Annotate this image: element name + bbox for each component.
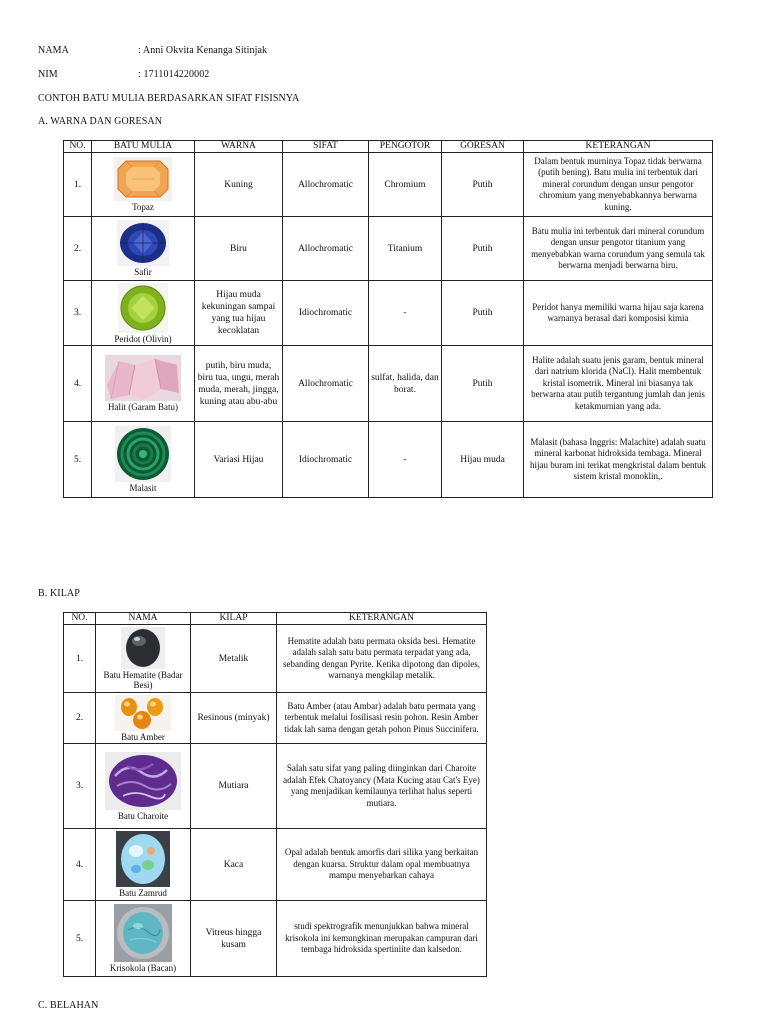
keterangan-cell: Dalam bentuk murninya Topaz tidak berwarna (putih bening). Batu mulia ini terbentuk dari mineral corundum dengan unsur pengotor chromium yang menyebabkannya berwarna kuning. [524, 153, 713, 217]
keterangan-cell: studi spektrografik menunjukkan bahwa mineral krisokola ini kemungkinan merupakan campuran dari tembaga hidroksida spertiniite dan kalsedon. [277, 901, 487, 977]
stone-name: Batu Hematite (Badar Besi) [103, 670, 183, 690]
hematite-stone-icon [121, 627, 165, 669]
kilap-cell: Vitreus hingga kusam [191, 901, 277, 977]
col-header-keterangan: KETERANGAN [524, 141, 713, 153]
pengotor-cell: Titanium [369, 217, 442, 281]
stone-cell [96, 693, 191, 744]
sifat-cell: Allochromatic [283, 217, 369, 281]
malachite-stone-icon [115, 426, 171, 482]
sapphire-gem-icon [117, 220, 169, 266]
goresan-cell: Putih [442, 281, 524, 346]
table-kilap [63, 612, 487, 977]
table-row [64, 422, 713, 498]
keterangan-cell: Malasit (bahasa Inggris: Malachite) adalah suatu mineral karbonat hidroksida tembaga. Mineral hijau buram ini terikat mengkristal dalam bentuk sistem kristal monoklin,. [524, 422, 713, 498]
row-number: 2. [64, 217, 92, 281]
stone-name: Halit (Garam Batu) [108, 402, 178, 412]
keterangan-cell: Salah satu sifat yang paling diinginkan dari Charoite adalah Efek Chatoyancy (Mata Kucing atau Cat's Eye) yang menjadikan kemilaunya terlihat halus seperti mutiara. [277, 744, 487, 829]
keterangan-cell: Batu Amber (atau Ambar) adalah batu permata yang terbentuk melalui fosilisasi resin pohon. Resin Amber tidak lah sama dengan getah pohon Pinus Succinifera. [277, 693, 487, 744]
stone-name: Batu Amber [121, 731, 165, 742]
goresan-cell: Hijau muda [442, 422, 524, 498]
col-header-kilap: KILAP [191, 613, 277, 625]
col-header-nama: NAMA [96, 613, 191, 625]
col-header-pengotor: PENGOTOR [369, 141, 442, 153]
warna-cell: Variasi Hijau [195, 422, 283, 498]
table-row [64, 346, 713, 422]
row-number: 5. [64, 422, 92, 498]
col-header-goresan: GORESAN [442, 141, 524, 153]
table-row [64, 153, 713, 217]
topaz-gem-icon [114, 157, 172, 201]
stone-name: Batu Zamrud [119, 888, 167, 898]
charoite-stone-icon [105, 752, 181, 810]
col-header-no: NO. [64, 141, 92, 153]
stone-name: Peridot (Olivin) [114, 333, 172, 344]
chrysocolla-stone-icon [114, 904, 172, 962]
section-b-heading: B. KILAP [38, 588, 80, 599]
stone-name: Safir [134, 267, 152, 277]
warna-cell: putih, biru muda, biru tua, ungu, merah muda, merah, jingga, kuning atau abu-abu [195, 346, 283, 422]
table-row [64, 901, 487, 977]
nim-value: : 1711014220002 [138, 69, 210, 80]
stone-cell [96, 901, 191, 977]
amber-stone-icon [115, 695, 171, 731]
stone-cell [92, 281, 195, 346]
stone-cell [96, 625, 191, 693]
goresan-cell: Putih [442, 153, 524, 217]
warna-cell: Kuning [195, 153, 283, 217]
table-row [64, 217, 713, 281]
sifat-cell: Allochromatic [283, 346, 369, 422]
row-number: 3. [64, 744, 96, 829]
row-number: 4. [64, 346, 92, 422]
keterangan-cell: Peridot hanya memiliki warna hijau saja karena warnanya berasal dari komposisi kimia [524, 281, 713, 346]
opal-stone-icon [116, 831, 170, 887]
peridot-gem-icon [118, 283, 168, 333]
col-header-warna: WARNA [195, 141, 283, 153]
stone-cell [92, 346, 195, 422]
table-row [64, 744, 487, 829]
row-number: 2. [64, 693, 96, 744]
table-row [64, 693, 487, 744]
kilap-cell: Mutiara [191, 744, 277, 829]
table-b-header-row [64, 613, 487, 625]
row-number: 4. [64, 829, 96, 901]
section-c-heading: C. BELAHAN [38, 1000, 99, 1011]
pengotor-cell: Chromium [369, 153, 442, 217]
table-warna-goresan [63, 140, 713, 498]
keterangan-cell: Hematite adalah batu permata oksida besi. Hematite adalah salah satu batu permata terpadat yang ada, sebanding dengan Pyrite. Ketika dipotong dan dipoles, warnanya mengkilap metalik. [277, 625, 487, 693]
document-title: CONTOH BATU MULIA BERDASARKAN SIFAT FISISNYA [38, 93, 300, 104]
keterangan-cell: Batu mulia ini terbentuk dari mineral corundum dengan unsur pengotor titanium yang menyebabkan warna corundum yang semula tak berwarna menjadi berwarna biru. [524, 217, 713, 281]
col-header-batu-mulia: BATU MULIA [92, 141, 195, 153]
goresan-cell: Putih [442, 346, 524, 422]
col-header-no: NO. [64, 613, 96, 625]
stone-cell [92, 153, 195, 217]
stone-cell [92, 422, 195, 498]
pengotor-cell: - [369, 281, 442, 346]
warna-cell: Biru [195, 217, 283, 281]
sifat-cell: Idiochromatic [283, 422, 369, 498]
stone-name: Topaz [132, 202, 154, 212]
table-row [64, 829, 487, 901]
goresan-cell: Putih [442, 217, 524, 281]
nama-label: NAMA [38, 45, 69, 56]
kilap-cell: Kaca [191, 829, 277, 901]
col-header-keterangan: KETERANGAN [277, 613, 487, 625]
sifat-cell: Idiochromatic [283, 281, 369, 346]
table-row [64, 281, 713, 346]
stone-name: Batu Charoite [117, 810, 169, 821]
row-number: 5. [64, 901, 96, 977]
kilap-cell: Resinous (minyak) [191, 693, 277, 744]
section-a-heading: A. WARNA DAN GORESAN [38, 116, 163, 127]
nama-value: : Anni Okvita Kenanga Sitinjak [138, 45, 268, 56]
nim-label: NIM [38, 69, 58, 80]
keterangan-cell: Opal adalah bentuk amorfis dari silika yang berkaitan dengan kuarsa. Struktur dalam opal membuatnya mampu menyebarkan cahaya [277, 829, 487, 901]
sifat-cell: Allochromatic [283, 153, 369, 217]
stone-cell [96, 744, 191, 829]
table-a-header-row [64, 141, 713, 153]
stone-cell [92, 217, 195, 281]
col-header-sifat: SIFAT [283, 141, 369, 153]
kilap-cell: Metalik [191, 625, 277, 693]
pengotor-cell: sulfat, halida, dan borat. [369, 346, 442, 422]
stone-cell [96, 829, 191, 901]
halite-crystal-icon [105, 355, 181, 401]
row-number: 1. [64, 625, 96, 693]
row-number: 3. [64, 281, 92, 346]
pengotor-cell: - [369, 422, 442, 498]
table-row [64, 625, 487, 693]
row-number: 1. [64, 153, 92, 217]
stone-name: Malasit [129, 483, 157, 493]
keterangan-cell: Halite adalah suatu jenis garam, bentuk mineral dari natrium klorida (NaCl). Halit membentuk kristal isometrik. Mineral ini biasanya tak berwarna atau putih tergantung jumlah dan jenis ketakmurnian yang ada. [524, 346, 713, 422]
stone-name: Krisokola (Bacan) [109, 963, 177, 973]
warna-cell: Hijau muda kekuningan sampai yang tua hijau kecoklatan [195, 281, 283, 346]
